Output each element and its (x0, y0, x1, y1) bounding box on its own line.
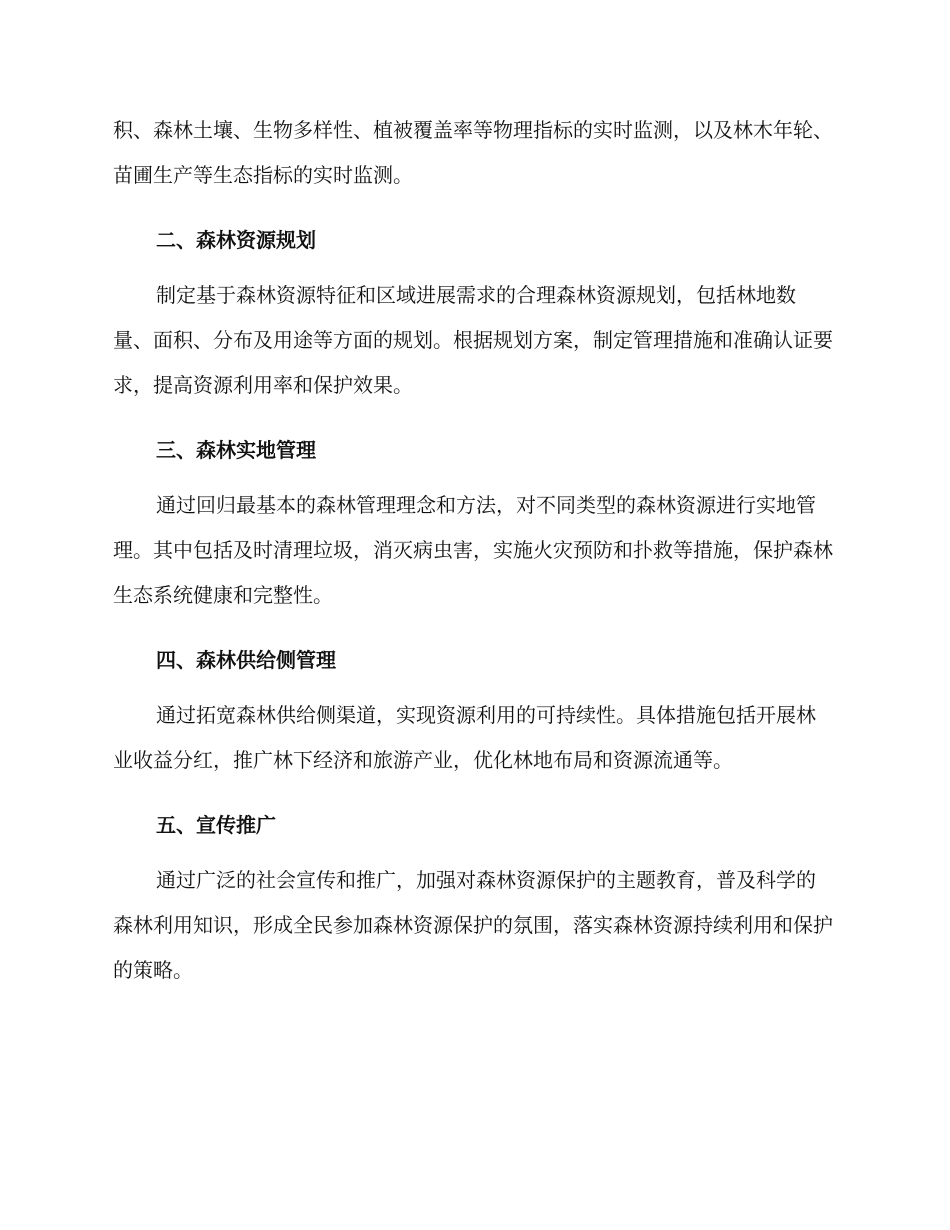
section-heading-supply-management: 四、森林供给侧管理 (156, 648, 336, 672)
section-heading-planning: 二、森林资源规划 (156, 228, 316, 252)
section-body-promotion: 通过广泛的社会宣传和推广，加强对森林资源保护的主题教育，普及科学的森林利用知识，形成全民参加森林资源保护的氛围，落实森林资源持续利用和保护的策略。 (113, 868, 833, 982)
section-heading-promotion: 五、宣传推广 (156, 813, 276, 837)
section-body-field-management: 通过回归最基本的森林管理理念和方法，对不同类型的森林资源进行实地管理。其中包括及时清理垃圾，消灭病虫害，实施火灾预防和扑救等措施，保护森林生态系统健康和完整性。 (113, 493, 833, 607)
section-body-supply-management: 通过拓宽森林供给侧渠道，实现资源利用的可持续性。具体措施包括开展林业收益分红，推广林下经济和旅游产业，优化林地布局和资源流通等。 (113, 703, 816, 772)
document-body (113, 108, 833, 993)
intro-paragraph: 积、森林土壤、生物多样性、植被覆盖率等物理指标的实时监测，以及林木年轮、苗圃生产等生态指标的实时监测。 (113, 118, 833, 187)
section-heading-field-management: 三、森林实地管理 (156, 438, 316, 462)
section-body-planning: 制定基于森林资源特征和区域进展需求的合理森林资源规划，包括林地数量、面积、分布及用途等方面的规划。根据规划方案，制定管理措施和准确认证要求，提高资源利用率和保护效果。 (113, 283, 833, 397)
